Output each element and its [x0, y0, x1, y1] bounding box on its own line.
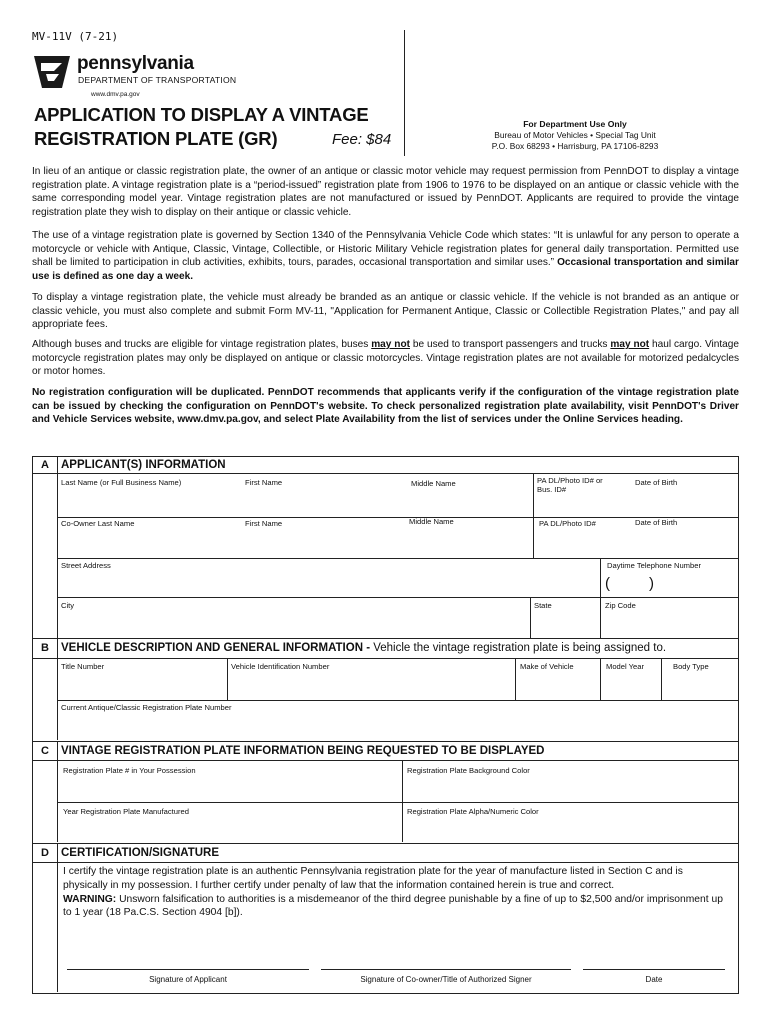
- dept-use-line2: P.O. Box 68293 • Harrisburg, PA 17106-8293: [491, 141, 659, 151]
- make-label: Make of Vehicle: [520, 662, 574, 671]
- applicant-signature-line[interactable]: [67, 969, 309, 970]
- co-owner-dob-label: Date of Birth: [635, 518, 678, 527]
- section-a-title: APPLICANT(S) INFORMATION: [61, 459, 226, 471]
- section-c: [32, 742, 739, 844]
- intro-p5-text: No registration configuration will be duplicated. PennDOT recommends that applicants verify if the configuration of the vintage registration plate can be issued by checking the configuration on PennDOT's website. To check personalized registration plate availability, visit PennDOT's Driver and Vehicle Services website, www.dmv.pa.gov, and select Plate Availability from the list of services under the Online Services heading.: [32, 387, 739, 426]
- divider-model-year: [600, 659, 601, 700]
- section-d-header: [33, 844, 738, 863]
- row-rule: [57, 802, 739, 803]
- keystone-logo-icon: [32, 54, 72, 90]
- divider-dl: [533, 474, 534, 518]
- form-number: MV-11V (7-21): [32, 30, 119, 43]
- date-line[interactable]: [583, 969, 725, 970]
- warning-text: Unsworn falsification to authorities is a misdemeanor of the third degree punishable by a fine of up to $2,500 and/or imprisonment up to 1 year (18 Pa.C.S. Section 4904 [b]).: [63, 893, 723, 919]
- certification-text: [63, 865, 723, 920]
- fee: Fee: $84: [332, 131, 392, 148]
- vin-label: Vehicle Identification Number: [231, 662, 330, 671]
- divider-body-type: [661, 659, 662, 700]
- dept-use-line1: Bureau of Motor Vehicles • Special Tag Unit: [494, 130, 656, 140]
- header-divider: [404, 30, 405, 156]
- intro-p2-bold: Occasional transportation and similar use is defined as one day a week.: [32, 257, 739, 282]
- section-b-title-bold: VEHICLE DESCRIPTION AND GENERAL INFORMATION -: [61, 642, 371, 654]
- date-label: Date: [645, 975, 663, 984]
- section-d-left-rule: [57, 863, 58, 992]
- dob-label: Date of Birth: [635, 478, 678, 487]
- department-use-box: [410, 119, 740, 152]
- section-a-left-rule: [57, 474, 58, 638]
- co-owner-middle-name-label: Middle Name: [409, 517, 454, 526]
- section-d: [32, 844, 739, 994]
- section-b: [32, 639, 739, 742]
- website: www.dmv.pa.gov: [91, 91, 140, 98]
- row-rule: [57, 700, 739, 701]
- model-year-label: Model Year: [606, 662, 644, 671]
- form-title-line1: APPLICATION TO DISPLAY A VINTAGE: [34, 104, 369, 125]
- cert-statement: I certify the vintage registration plate is an authentic Pennsylvania registration plate for the year of manufacture listed in Section C and is physically in my possession. I further certify under penalty of law that the information contained herein is true and correct.: [63, 866, 683, 891]
- intro-paragraph-3: [32, 291, 739, 332]
- section-a-letter: A: [33, 457, 58, 473]
- section-a: [32, 456, 739, 639]
- intro-p3-text: To display a vintage registration plate, the vehicle must already be branded as an antique or classic vehicle. If the vehicle is not branded as an antique or classic vehicle, you must also complete and submit Form MV-11, "Application for Permanent Antique, Classic or Collectible Registration Plates," and pay all appropriate fees.: [32, 292, 739, 331]
- warning-label: WARNING:: [63, 893, 117, 905]
- coowner-signature-line[interactable]: [321, 969, 571, 970]
- phone-label: Daytime Telephone Number: [607, 561, 701, 570]
- intro-p4-b: be used to transport passengers and trucks: [412, 339, 608, 350]
- form-title-line2: REGISTRATION PLATE (GR): [34, 128, 278, 149]
- divider-co-dl: [533, 517, 534, 558]
- intro-paragraph-5: [32, 386, 739, 427]
- divider-vin: [227, 659, 228, 700]
- intro-p4-a: Although buses and trucks are eligible for vintage registration plates, buses: [32, 339, 369, 350]
- section-d-title: CERTIFICATION/SIGNATURE: [61, 847, 220, 859]
- dept-use-heading: For Department Use Only: [523, 119, 627, 129]
- intro-paragraph-2: [32, 229, 739, 283]
- current-plate-label: Current Antique/Classic Registration Plate Number: [61, 703, 232, 712]
- co-owner-first-name-label: First Name: [245, 519, 283, 528]
- state-label: State: [534, 601, 552, 610]
- middle-name-label: Middle Name: [411, 479, 456, 488]
- intro-p4-c: haul cargo. Vintage motorcycle registration plates may only be displayed on antique or classic motorcycles. Vintage registration plates are not available for motorized pedalcycles or motor homes.: [32, 339, 739, 378]
- phone-paren-open: (: [605, 575, 610, 592]
- row-rule: [57, 558, 739, 559]
- co-owner-last-name-label: Co-Owner Last Name: [61, 519, 135, 528]
- alpha-color-label: Registration Plate Alpha/Numeric Color: [407, 807, 539, 816]
- applicant-signature-label: Signature of Applicant: [149, 975, 227, 984]
- section-b-header: [33, 639, 738, 659]
- department-name: DEPARTMENT OF TRANSPORTATION: [78, 75, 237, 85]
- city-label: City: [61, 601, 75, 610]
- intro-p4-u2: may not: [610, 339, 650, 350]
- section-b-subtitle: Vehicle the vintage registration plate is being assigned to.: [373, 642, 667, 654]
- section-b-title: [61, 639, 666, 658]
- intro-p2-text: The use of a vintage registration plate is governed by Section 1340 of the Pennsylvania Vehicle Code which states: “It is unlawful for any person to operate a motorcycle or vehicle with Antique, Classic, Vintage, Collectible, or Historic Military Vehicle registration plates for general daily transportation. Permitted use shall be limited to participation in club activities, exhibits, tours, parades, occasional transportation and similar uses.”: [32, 230, 739, 269]
- section-c-title: VINTAGE REGISTRATION PLATE INFORMATION BEING REQUESTED TO BE DISPLAYED: [61, 745, 545, 757]
- intro-paragraph-1: [32, 165, 739, 219]
- zip-label: Zip Code: [605, 601, 636, 610]
- intro-paragraph-4: [32, 338, 739, 379]
- section-c-header: [33, 742, 738, 761]
- last-name-label: Last Name (or Full Business Name): [61, 478, 182, 487]
- phone-paren-close: ): [649, 575, 654, 592]
- coowner-signature-label: Signature of Co-owner/Title of Authorized Signer: [360, 975, 532, 984]
- plate-number-label: Registration Plate # in Your Possession: [63, 766, 196, 775]
- intro-p4-u1: may not: [371, 339, 410, 350]
- street-address-label: Street Address: [61, 561, 111, 570]
- section-d-letter: D: [33, 844, 58, 862]
- year-manufactured-label: Year Registration Plate Manufactured: [63, 807, 189, 816]
- divider-make: [515, 659, 516, 700]
- first-name-label: First Name: [245, 478, 283, 487]
- co-owner-dl-label: PA DL/Photo ID#: [539, 519, 596, 528]
- dl-id-label: PA DL/Photo ID# or Bus. ID#: [537, 476, 603, 494]
- section-b-letter: B: [33, 639, 58, 658]
- body-type-label: Body Type: [673, 662, 709, 671]
- section-c-letter: C: [33, 742, 58, 760]
- bg-color-label: Registration Plate Background Color: [407, 766, 530, 775]
- divider-state: [530, 597, 531, 638]
- brand-name: pennsylvania: [77, 53, 194, 74]
- section-a-header: [33, 457, 738, 474]
- row-rule: [57, 597, 739, 598]
- title-number-label: Title Number: [61, 662, 105, 671]
- divider-phone: [600, 558, 601, 638]
- intro-p1-text: In lieu of an antique or classic registration plate, the owner of an antique or classic motor vehicle may request permission from PennDOT to display a vintage registration plate. A vintage registration plate is a “period-issued” registration plate from 1906 to 1976 to be displayed on an antique or classic vehicle with the same corresponding model year. Vintage registration plates are not manufactured or issued by PennDOT. Applicants are required to provide the vintage registration plate they wish to display on their antique or classic vehicle.: [32, 166, 739, 218]
